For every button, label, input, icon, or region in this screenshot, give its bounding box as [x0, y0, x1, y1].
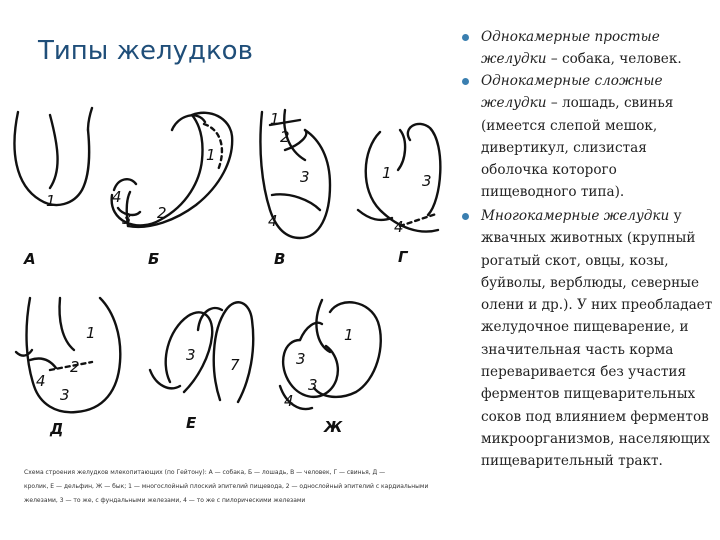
region-number-v4: 4 — [268, 212, 278, 230]
bullet-simple-stomach — [462, 26, 716, 71]
bullet-term: Однокамерные сложные желудки — [481, 73, 663, 112]
region-number-v3: 3 — [300, 168, 310, 186]
stomach-e-shape — [150, 302, 253, 402]
region-number-b3: 3 — [122, 210, 132, 228]
slide-title: Типы желудков — [38, 36, 253, 66]
bullet-complex-stomach — [462, 70, 716, 204]
figure-caption-line3: железами, 3 — то же, с фундальными железами, 4 — то же с пилорическими железами — [24, 497, 306, 504]
bullet-text: – лошадь, свинья (имеется слепой мешок, дивертикул, слизистая оболочка которого пищеводного типа). — [481, 95, 674, 201]
figure-label-v: В — [274, 250, 286, 268]
bullet-dot-icon — [462, 78, 469, 85]
region-number-e3: 3 — [186, 346, 196, 364]
figure-label-e: Е — [186, 414, 197, 432]
region-number-v1: 1 — [270, 110, 280, 128]
bullet-term: Однокамерные простые желудки — [481, 29, 660, 68]
region-number-g1: 1 — [382, 164, 392, 182]
region-number-d2: 2 — [70, 358, 80, 376]
bullet-multichamber-stomach — [462, 205, 716, 473]
figure-label-zh: Ж — [324, 418, 343, 436]
figure-label-b: Б — [148, 250, 160, 268]
stomach-a-shape — [14, 108, 92, 205]
region-number-a1: 1 — [46, 192, 56, 210]
figure-caption-line2: кролик, Е — дельфин, Ж — бык; 1 — многослойный плоский эпителий пищевода, 2 — однослойный эпителий с кардиальными — [24, 483, 429, 490]
bullet-text: – собака, человек. — [546, 51, 682, 68]
stomach-types-diagram — [0, 90, 450, 530]
region-number-e7: 7 — [230, 356, 240, 374]
bullet-text: у жвачных животных (крупный рогатый скот, овцы, козы, буйволы, верблюды, северные олени и др.). У них преобладает желудочное пищеварение, и значительная часть корма переваривается без участия ферментов пищеварительных соков под влиянием ферментов микроорганизмов, населяющих пищеварительный тракт. — [481, 208, 713, 470]
region-number-b1: 1 — [206, 146, 216, 164]
bullet-dot-icon — [462, 213, 469, 220]
figure-label-g: Г — [398, 248, 408, 266]
bullet-term: Многокамерные желудки — [481, 208, 670, 224]
region-number-v2: 2 — [280, 128, 290, 146]
region-number-zh4: 4 — [284, 392, 294, 410]
region-number-zh1: 1 — [344, 326, 354, 344]
region-number-d4: 4 — [36, 372, 46, 390]
bullet-list — [462, 0, 716, 540]
bullet-dot-icon — [462, 34, 469, 41]
region-number-d1: 1 — [86, 324, 96, 342]
figure-caption-line1: Схема строения желудков млекопитающих (по Гейтону): А — собака, Б — лошадь, В — человек, Г — свинья, Д — — [24, 469, 386, 476]
region-number-g4: 4 — [394, 218, 404, 236]
figure-label-d: Д — [50, 420, 64, 438]
region-number-b2: 2 — [157, 204, 167, 222]
region-number-zh3a: 3 — [296, 350, 306, 368]
region-number-d3: 3 — [60, 386, 70, 404]
region-number-b4: 4 — [112, 188, 122, 206]
figure-label-a: А — [24, 250, 36, 268]
region-number-zh3b: 3 — [308, 376, 318, 394]
region-number-g3: 3 — [422, 172, 432, 190]
